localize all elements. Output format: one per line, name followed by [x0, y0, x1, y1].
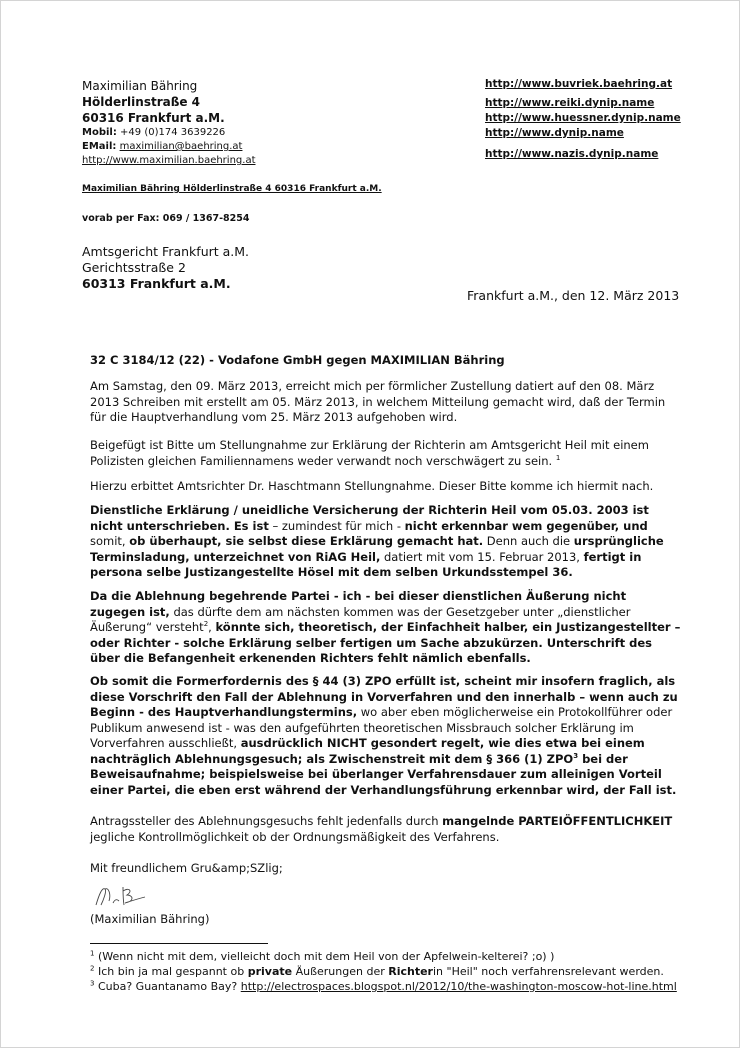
- sender-block: [82, 78, 412, 168]
- p6-bold-d: bei der Beweisaufnahme; beispielsweise bei überlanger Verfahrensdauer zum alleinigen Vorteil einer Partei, die eben erst während der Verhandlungsführung erkennbar wird, der Fall ist.: [90, 751, 677, 797]
- footnote-1: [90, 949, 710, 964]
- link-reiki[interactable]: http://www.reiki.dynip.name: [485, 97, 655, 109]
- p6-bold-a: Ob somit die Formerfordernis des § 44 (3) ZPO erfüllt ist, scheint mir insofern fraglich, als diese Vorschrift den Fall der Ablehnung in Vorverfahren und den innerhalb – wenn auch zu Beginn - des Hauptverhandlungstermins,: [90, 674, 678, 719]
- p6-bold-c: ausdrücklich NICHT gesondert regelt, wie dies etwa bei einem nachträglich Ablehnungsgesuch; als Zwischenstreit mit dem § 366 (1) ZPO: [90, 736, 645, 766]
- p4-normal-b: – zumindest für mich -: [268, 518, 405, 533]
- link-buvriek[interactable]: http://www.buvriek.baehring.at: [485, 78, 673, 90]
- footnote-2-text-a: Ich bin ja mal gespannt ob: [94, 965, 248, 978]
- website-link[interactable]: http://www.maximilian.baehring.at: [82, 155, 256, 166]
- p4-bold-c: nicht erkennbar wem gegenüber, und: [404, 518, 648, 533]
- footnote-divider: [90, 943, 268, 944]
- p5-normal-c: ,: [208, 620, 216, 634]
- footnote-3-number: 3: [90, 979, 95, 988]
- sender-city: 60316 Frankfurt a.M.: [82, 111, 225, 125]
- link-nazis[interactable]: http://www.nazis.dynip.name: [485, 148, 659, 160]
- subject-line: 32 C 3184/12 (22) - Vodafone GmbH gegen MAXIMILIAN Bähring: [90, 353, 505, 367]
- footnote-2-text-c: Äußerungen der: [292, 965, 389, 978]
- sender-mobile-line: [82, 126, 412, 140]
- p4-normal-f: Denn auch die: [483, 534, 574, 548]
- p6-normal-b: wo aber eben möglicherweise ein Protokollführer oder Publikum anwesend ist - was den aufgeführten theoretischen Missbrauch solcher Erklärung im Vorverfahren ausschließt,: [90, 705, 673, 750]
- mobile-label: Mobil:: [82, 127, 117, 138]
- paragraph-2-text: Beigefügt ist Bitte um Stellungnahme zur Erklärung der Richterin am Amtsgericht Heil mit einem Polizisten gleichen Familiennamens weder verwandt noch verschwägert zu sein.: [90, 438, 649, 468]
- p7-normal-c: jegliche Kontrollmöglichkeit ob der Ordnungsmäßigkeit des Verfahrens.: [90, 829, 500, 844]
- footnote-3: [90, 979, 710, 994]
- mobile-number: +49 (0)174 3639226: [120, 127, 226, 138]
- p5-bold-d: könnte sich, theoretisch, der Einfachheit halber, ein Justizangestellter – oder Richter - solche Erklärung selber fertigen um Sache abzukürzen. Unterschrift des über die Befangenheit erkenenden Richters fehlt nämlich ebenfalls.: [90, 620, 681, 665]
- handwritten-signature: [93, 881, 147, 911]
- p4-bold-a: Dienstliche Erklärung / uneidliche Versicherung der Richterin Heil vom 05.03. 2003 ist nicht unterschrieben. Es ist: [90, 503, 649, 533]
- recipient-city: 60313 Frankfurt a.M.: [82, 276, 231, 291]
- footnote-2-number: 2: [90, 964, 95, 973]
- footnotes: [90, 949, 710, 994]
- sender-street: Hölderlinstraße 4: [82, 95, 201, 109]
- paragraph-3: [90, 479, 682, 495]
- p7-normal-a: Antragssteller des Ablehnungsgesuchs fehlt jedenfalls durch: [90, 814, 443, 828]
- footnote-1-text: (Wenn nicht mit dem, vielleicht doch mit dem Heil von der Apfelwein-kelterei? ;o) ): [94, 950, 555, 963]
- sender-email-line: [82, 140, 412, 154]
- recipient-street: Gerichtsstraße 2: [82, 260, 186, 275]
- paragraph-7: [90, 814, 682, 845]
- return-address-line: Maximilian Bähring Hölderlinstraße 4 60316 Frankfurt a.M.: [82, 184, 382, 194]
- email-label: EMail:: [82, 141, 117, 152]
- p4-bold-i: fertigt in persona selbe Justizangestellte Hösel mit dem selben Urkundsstempel 36.: [90, 549, 642, 579]
- footnote-ref-3: 3: [573, 751, 579, 760]
- signature-name: (Maximilian Bähring): [90, 912, 210, 926]
- footnote-2-text-d: Richter: [388, 965, 433, 978]
- p4-bold-g: ursprüngliche Terminsladung, unterzeichnet von RiAG Heil,: [90, 534, 664, 564]
- footnote-2-text-e: in "Heil" noch verfahrensrelevant werden.: [433, 965, 664, 978]
- footnote-ref-2: 2: [203, 620, 209, 629]
- sender-name: Maximilian Bähring: [82, 79, 198, 93]
- paragraph-4: [90, 503, 682, 581]
- paragraph-6: [90, 674, 682, 798]
- footnote-1-number: 1: [90, 949, 95, 958]
- email-link[interactable]: maximilian@baehring.at: [119, 141, 243, 152]
- p5-bold-a: Da die Ablehnung begehrende Partei - ich - bei dieser dienstlichen Äußerung nicht zugegen ist,: [90, 589, 627, 619]
- paragraph-1-text: Am Samstag, den 09. März 2013, erreicht mich per förmlicher Zustellung datiert auf den 08. März 2013 Schreiben mit erstellt am 05. März 2013, in welchem Mitteilung gemacht wird, daß der Termin für die Hauptverhandlung vom 25. März 2013 aufgehoben wird.: [90, 379, 666, 424]
- paragraph-2: [90, 438, 682, 469]
- paragraph-5: [90, 589, 682, 667]
- recipient-court: Amtsgericht Frankfurt a.M.: [82, 244, 250, 259]
- fax-note: vorab per Fax: 069 / 1367-8254: [82, 213, 250, 224]
- footnote-2-text-b: private: [247, 965, 293, 978]
- paragraph-1: [90, 379, 682, 426]
- link-huessner[interactable]: http://www.huessner.dynip.name: [485, 112, 681, 124]
- footnote-3-link[interactable]: http://electrospaces.blogspot.nl/2012/10/the-washington-moscow-hot-line.html: [240, 980, 677, 993]
- closing-salutation: Mit freundlichem Gru&amp;SZlig;: [90, 861, 283, 875]
- p4-normal-d: somit,: [90, 534, 130, 548]
- date-line: Frankfurt a.M., den 12. März 2013: [467, 288, 680, 303]
- sender-website-line: [82, 154, 412, 168]
- link-dynip[interactable]: http://www.dynip.name: [485, 127, 624, 139]
- p4-normal-h: datiert mit vom 15. Februar 2013,: [380, 549, 584, 564]
- paragraph-3-text: Hierzu erbittet Amtsrichter Dr. Haschtmann Stellungnahme. Dieser Bitte komme ich hiermit nach.: [90, 479, 654, 493]
- p7-bold-b: mangelnde PARTEIÖFFENTLICHKEIT: [442, 814, 673, 828]
- footnote-ref-1: 1: [555, 453, 561, 462]
- footnote-2: [90, 964, 710, 979]
- p4-bold-e: ob überhaupt, sie selbst diese Erklärung gemacht hat.: [129, 534, 484, 548]
- recipient-block: [82, 244, 249, 292]
- p5-normal-b: das dürfte dem am nächsten kommen was der Gesetzgeber unter „dienstlicher Äußerung“ versteht: [90, 604, 631, 634]
- footnote-3-text: Cuba? Guantanamo Bay?: [94, 980, 241, 993]
